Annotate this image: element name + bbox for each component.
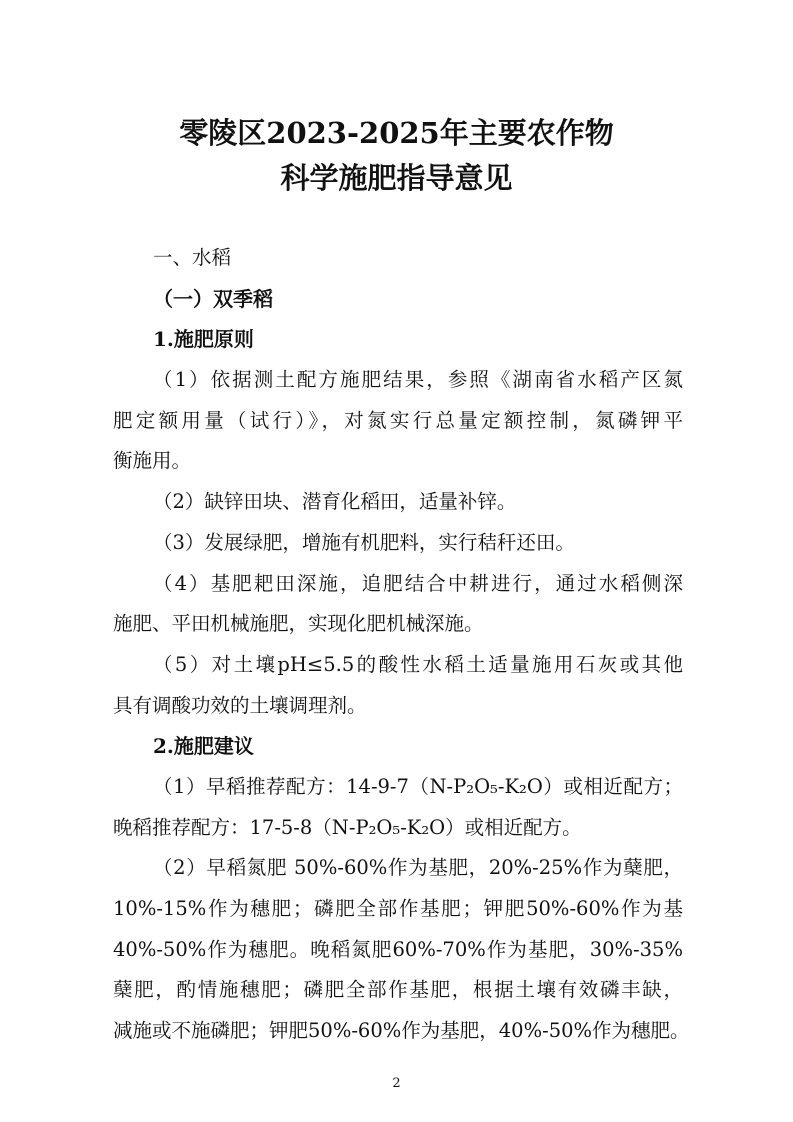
heading-suggestions: 2.施肥建议 [153,734,254,759]
document-title-line1: 零陵区2023-2025年主要农作物 [179,116,614,150]
paragraph-line: 40%-50%作为穗肥。晚稻氮肥60%-70%作为基肥，30%-35% [113,937,683,961]
paragraph [113,564,683,645]
paragraph-line: （1）早稻推荐配方：14-9-7（N-P₂O₅-K₂O）或相近配方； [153,774,683,798]
paragraph [113,523,683,564]
paragraph-line: （3）发展绿肥，增施有机肥料，实行秸秆还田。 [153,530,575,554]
paragraph-line: 减施或不施磷肥；钾肥50%-60%作为基肥，40%-50%作为穗肥。 [113,1019,690,1043]
paragraph-line: （5）对土壤pH≤5.5的酸性水稻土适量施用石灰或其他 [153,652,683,676]
paragraph-line: 衡施用。 [113,449,192,473]
paragraph [113,767,683,848]
section-heading: 一、水稻 [153,246,232,269]
heading-principles: 1.施肥原则 [153,327,254,352]
principles-list [113,360,683,726]
paragraph-line: 蘖肥，酌情施穗肥；磷肥全部作基肥，根据土壤有效磷丰缺， [113,978,683,1002]
document-body [113,238,690,1052]
paragraph-line: 晚稻推荐配方：17-5-8（N-P₂O₅-K₂O）或相近配方。 [113,815,582,839]
document-title-line2: 科学施肥指导意见 [280,161,513,195]
paragraph-line: 具有调酸功效的土壤调理剂。 [113,693,367,717]
subsection-heading: （一）双季稻 [153,286,273,311]
paragraph-line: 10%-15%作为穗肥；磷肥全部作基肥；钾肥50%-60%作为基 [113,897,683,920]
suggestions-list [113,767,690,1052]
paragraph-line: （2）缺锌田块、潜育化稻田，适量补锌。 [153,490,517,514]
page-number: 2 [392,1076,401,1091]
paragraph [113,848,690,1051]
paragraph-line: 施肥、平田机械施肥，实现化肥机械深施。 [113,612,484,636]
paragraph-line: （4）基肥耙田深施，追肥结合中耕进行，通过水稻侧深 [153,571,683,595]
paragraph-line: （1）依据测土配方施肥结果，参照《湖南省水稻产区氮 [153,368,683,392]
paragraph [113,645,683,726]
paragraph [113,482,683,523]
paragraph-line: （2）早稻氮肥 50%-60%作为基肥，20%-25%作为蘖肥， [153,856,683,880]
paragraph-line: 肥定额用量（试行）》，对氮实行总量定额控制，氮磷钾平 [113,408,683,432]
paragraph [113,360,683,482]
